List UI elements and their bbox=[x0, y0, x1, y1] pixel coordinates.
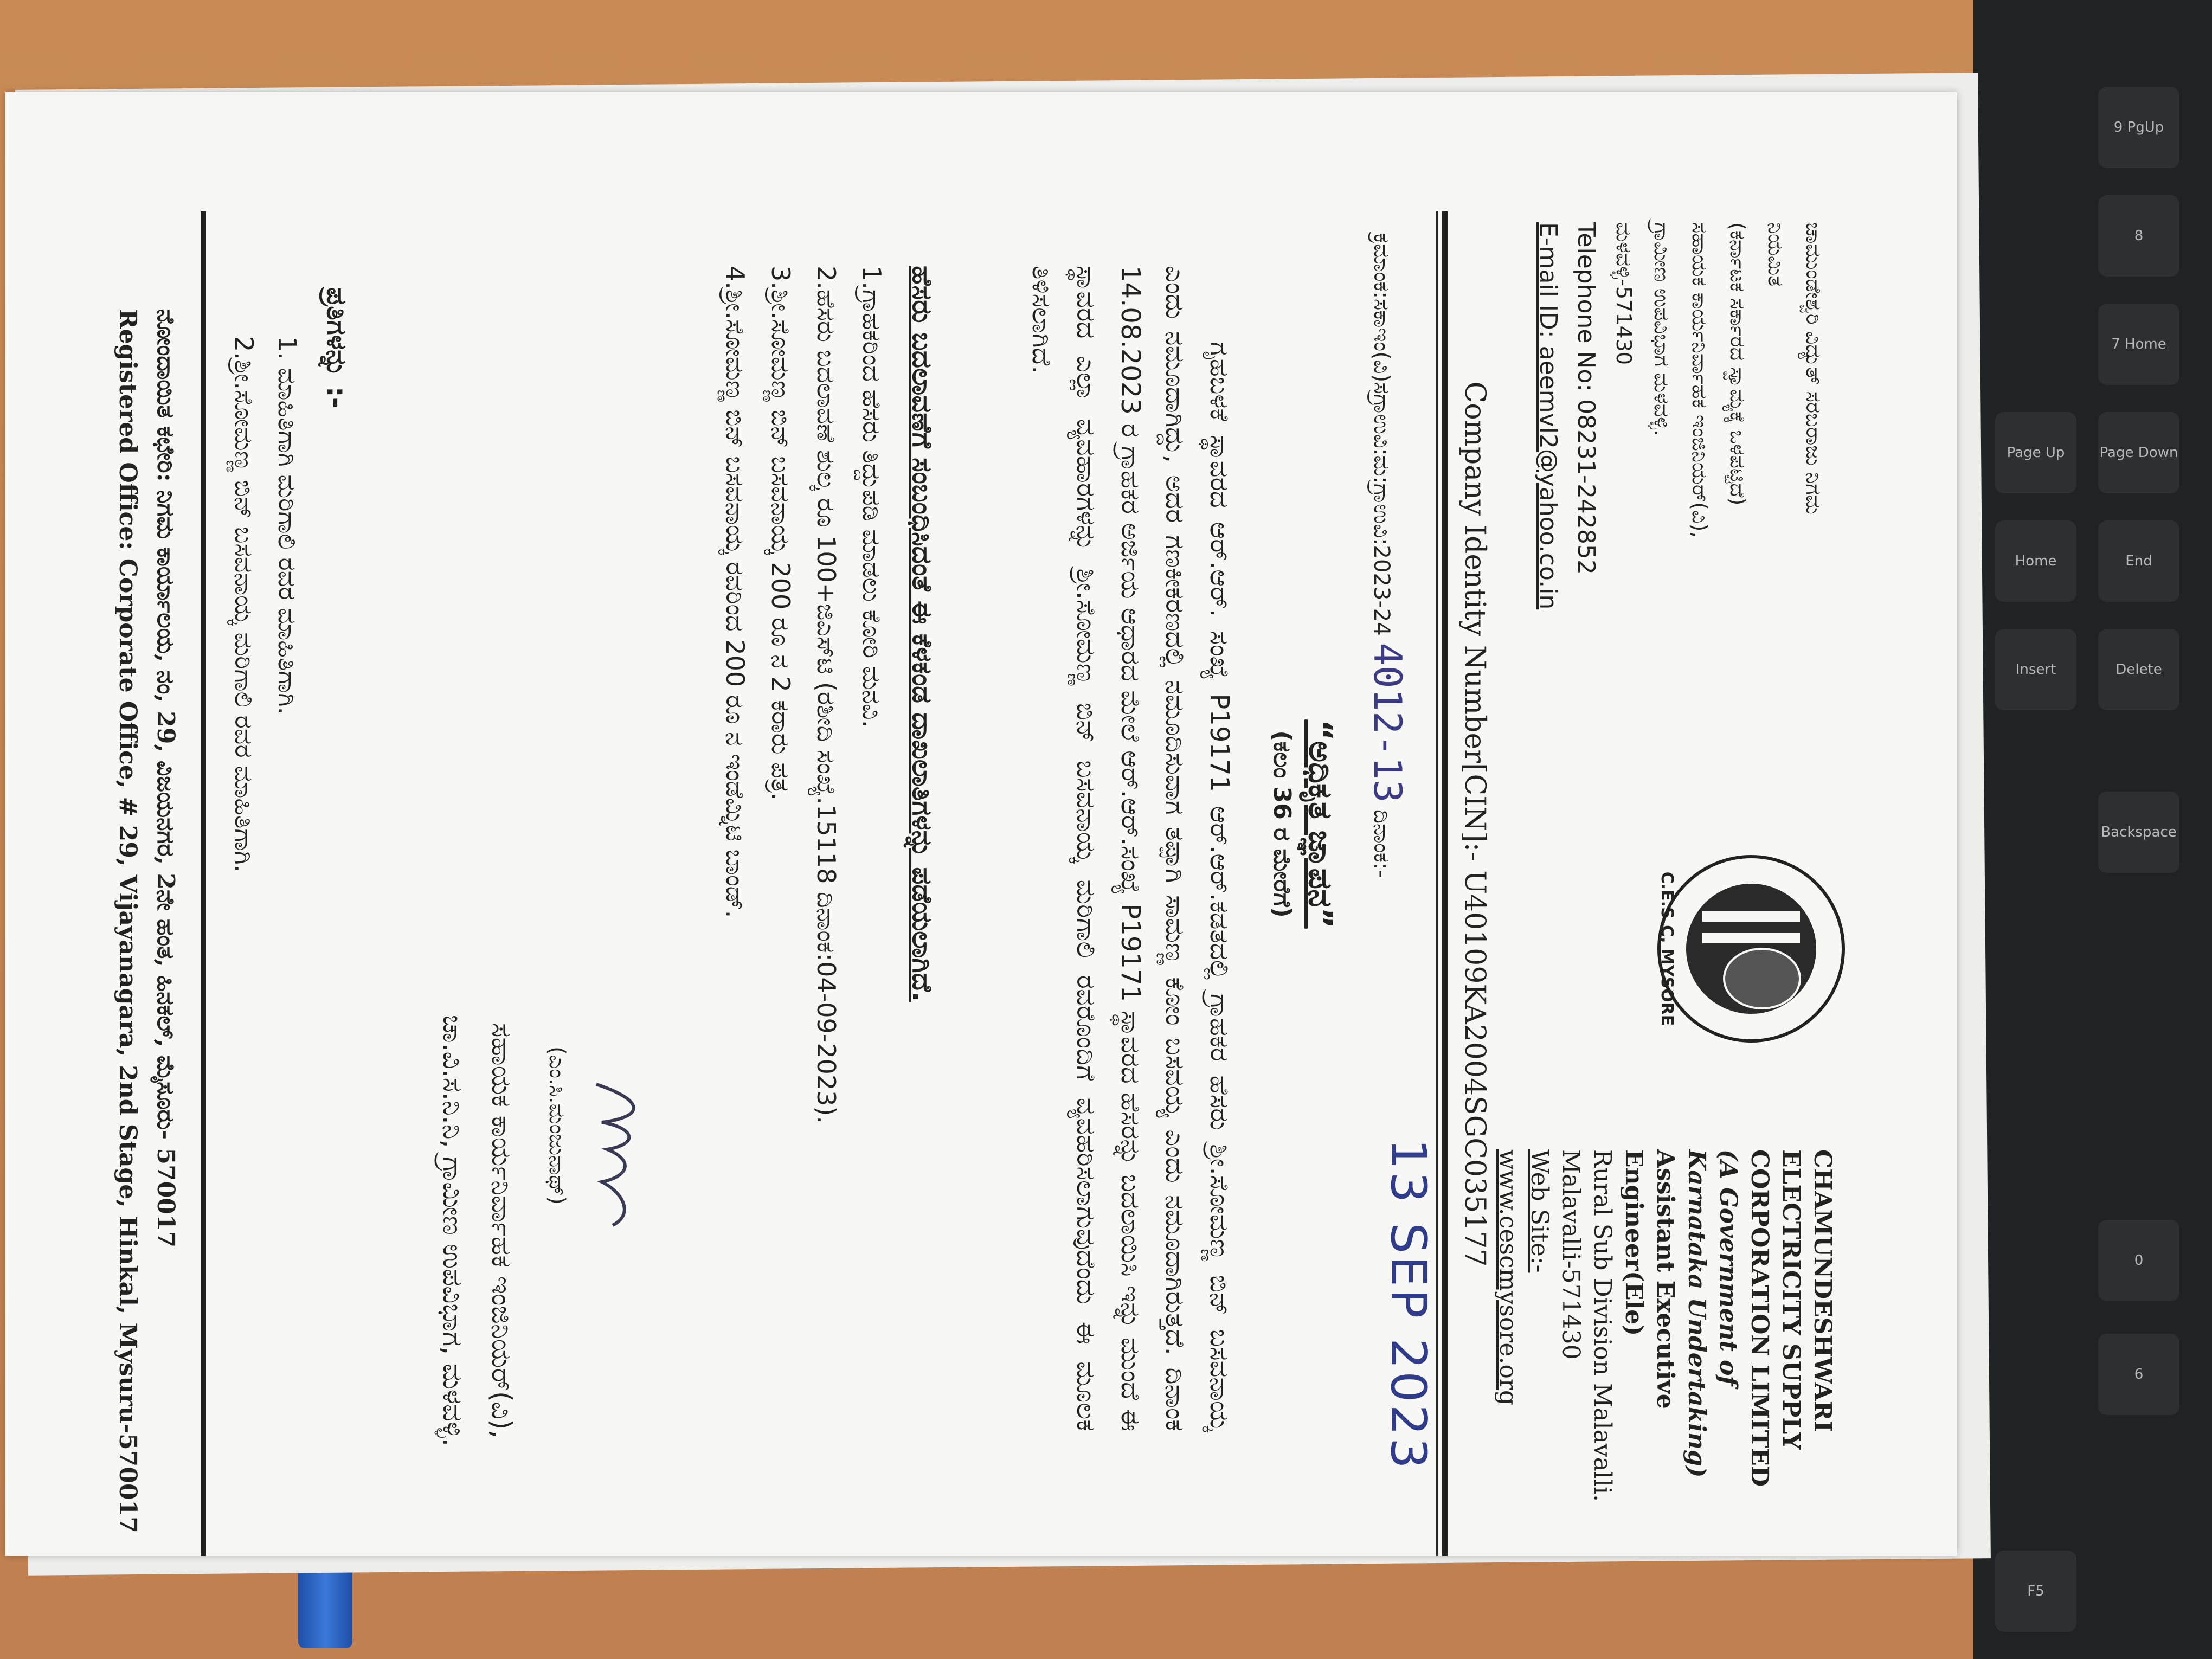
list-item: 1.ಗ್ರಾಹಕರಿಂದ ಹೆಸರು ತಿದ್ದುಪಡಿ ಮಾಡಲು ಕೋರಿ ಮನವಿ. bbox=[857, 266, 886, 728]
header-line: Malavalli-571430 bbox=[1557, 1149, 1585, 1360]
header-line: Rural Sub Division Malavalli. bbox=[1589, 1149, 1616, 1502]
body-paragraph: ಗೃಹಬಳಕೆ ಸ್ಥಾವರದ ಆರ್.ಆರ್. ಸಂಖ್ಯೆ P19171 ಆರ್.ಆರ್.ಕಡತದಲ್ಲಿ ಗ್ರಾಹಕರ ಹೆಸರು ಶ್ರೀ.ಸೋಮಣ್ಣ ಬಿನ್ ಬಸವನಾಯ್ಕ ಎಂದು ನಮೂದಾಗಿದ್ದು, ಅದರ ಗಣಕೀಕರಣದಲ್ಲಿ ನಮೂದಿಸುವಾಗ ತಪ್ಪಾಗಿ ಸಾಮಣ್ಣ ಕೋಂ ಬಸವಯ್ಯ ಎಂದು ನಮೂದಾಗಿರುತ್ತದೆ. ದಿನಾಂಕ 14.08.2023 ರ ಗ್ರಾಹಕರ ಅರ್ಜಿಯ ಆಧಾರದ ಮೇಲೆ ಆರ್.ಆರ್.ಸಂಖ್ಯೆ P19171 ಸ್ಥಾವರದ ಹೆಸರನ್ನು ಬದಲಾಯಿಸಿ ಇನ್ನು ಮುಂದೆ ಈ ಸ್ಥಾವರದ ಎಲ್ಲಾ ವ್ಯವಹಾರಗಳನ್ನು ಶ್ರೀ.ಸೋಮಣ್ಣ ಬಿನ್ ಬಸವನಾಯ್ಕ ಮರಿಗಾಲಿ ರವರೊಂದಿಗೆ ವ್ಯವಹರಿಸಲಾಗುವುದೆಂದು ಈ ಮೂಲಕ ತಿಳಿಸಲಾಗಿದೆ. bbox=[1026, 266, 1234, 1431]
list-item: 2.ಶ್ರೀ.ಸೋಮಣ್ಣ ಬಿನ್ ಬಸವನಾಯ್ಕ ಮರಿಗಾಲಿ ರವರ ಮಾಹಿತಿಗಾಗಿ. bbox=[229, 336, 259, 873]
website-link[interactable]: Web Site:- www.cescmysore.org bbox=[1494, 1149, 1553, 1406]
letter-page bbox=[5, 92, 1957, 1556]
reference-line bbox=[1365, 233, 1410, 878]
header-line: Assistant Executive Engineer(Ele) bbox=[1620, 1149, 1679, 1409]
keyboard-key: Backspace bbox=[2098, 792, 2179, 873]
signatory-title bbox=[428, 960, 526, 1502]
list-item: 4.ಶ್ರೀ.ಸೋಮಣ್ಣ ಬಿನ್ ಬಸವನಾಯ್ಕ ರವರಿಂದ 200 ರೂ ನ ಇಂಡೆಮ್ನಿಟಿ ಬಾಂಡ್. bbox=[721, 266, 750, 918]
signature-stroke bbox=[596, 1084, 634, 1225]
header-line: (ಕರ್ನಾಟಕ ಸರ್ಕಾರದ ಸ್ವಾಮ್ಯಕ್ಕೆ ಒಳಪಟ್ಟಿದೆ) bbox=[1726, 222, 1750, 506]
keyboard-key: 0 bbox=[2098, 1220, 2179, 1301]
keyboard-key: 7 Home bbox=[2098, 304, 2179, 385]
keyboard-key: Insert bbox=[1995, 629, 2076, 710]
header-line: ಸಹಾಯಕ ಕಾರ್ಯನಿರ್ವಾಹಕ ಇಂಜಿನಿಯರ್(ವಿ), bbox=[1688, 222, 1712, 538]
header-line: ಮಳವಳ್ಳಿ-571430 bbox=[1612, 222, 1636, 365]
reference-prefix: ಕ್ರಮಾಂಕ:ಸಕಾಇಂ(ವಿ)ಸಗ್ರಾಉವಿ:ಮ:ಗ್ರಾಉವಿ:2023-24 bbox=[1369, 233, 1394, 636]
logo-pylon bbox=[1702, 933, 1800, 943]
keyboard-key: 9 PgUp bbox=[2098, 87, 2179, 168]
footer-kannada: ನೋಂದಾಯಿತ ಕಛೇರಿ: ನಿಗಮ ಕಾರ್ಯಾಲಯ, ನಂ, 29, ವಿಜಯನಗರ, 2ನೇ ಹಂತ, ಹಿನಕಲ್, ಮೈಸೂರು- 570017 bbox=[152, 309, 179, 1248]
footer bbox=[108, 309, 184, 1556]
footer-divider bbox=[201, 211, 206, 1556]
footer-english: Registered Office: Corporate Office, # 29, Vijayanagara, 2nd Stage, Hinkal, Mysuru-570017 bbox=[114, 309, 142, 1533]
header-english bbox=[1492, 1149, 1838, 1529]
date-label: ದಿನಾಂಕ:- bbox=[1369, 809, 1394, 878]
telephone: Telephone No: 08231-242852 bbox=[1572, 222, 1600, 575]
copies-list bbox=[222, 336, 309, 872]
documents-heading: ಹೆಸರು ಬದಲಾವಣೆಗೆ ಸಂಬಂಧಿಸಿದಂತೆ ಈ ಕೆಳಕಂಡ ದಾಖಲಾತಿಗಳನ್ನು ಪಡೆಯಲಾಗಿದೆ. bbox=[906, 266, 938, 1002]
keyboard-key: Page Up bbox=[1995, 412, 2076, 493]
cesc-logo bbox=[1654, 851, 1849, 1046]
letter-sheet bbox=[5, 92, 1957, 1556]
list-item: 1. ಮಾಹಿತಿಗಾಗಿ ಮರಿಗಾಲಿ ರವರ ಮಾಹಿತಿಗಾಗಿ. bbox=[273, 336, 302, 715]
logo-emblem bbox=[1724, 949, 1800, 1008]
keyboard-key: F5 bbox=[1995, 1551, 2076, 1632]
document-subtitle: (ಕಲಂ 36 ರ ಮೇರೆಗೆ) bbox=[1268, 730, 1296, 918]
logo-text: C.E.S.C, MYSORE bbox=[1657, 871, 1676, 1026]
company-name: CHAMUNDESHWARI ELECTRICITY SUPPLY CORPORATION LIMITED bbox=[1746, 1149, 1836, 1487]
header-divider bbox=[1442, 211, 1448, 1556]
keyboard-key: 6 bbox=[2098, 1334, 2179, 1415]
government-undertaking: (A Government of Karnataka Undertaking) bbox=[1683, 1149, 1742, 1478]
keyboard-key: Page Down bbox=[2098, 412, 2179, 493]
date-stamp: 13 SEP 2023 bbox=[1380, 1139, 1437, 1471]
keyboard-key: Home bbox=[1995, 520, 2076, 602]
copies-heading: ಪ್ರತಿಗಳನ್ನು :- bbox=[321, 287, 352, 409]
signature bbox=[569, 1079, 667, 1231]
company-identity-number: Company Identity Number[CIN]:- U40109KA2004SGC035177 bbox=[1458, 381, 1491, 1267]
header-line: ಗ್ರಾಮೀಣ ಉಪವಿಭಾಗ ಮಳವಳ್ಳಿ. bbox=[1650, 222, 1674, 436]
keyboard-key: End bbox=[2098, 520, 2179, 602]
email-link[interactable]: E-mail ID: aeemvl2@yahoo.co.in bbox=[1534, 222, 1562, 610]
header-line: ನಿಯಮಿತ bbox=[1764, 222, 1787, 287]
signatory-name: (ಎಂ.ಸಿ.ಮಂಜುನಾಥ್) bbox=[544, 1046, 569, 1205]
signatory-title-line: ಸಹಾಯಕ ಕಾರ್ಯನಿರ್ವಾಹಕ ಇಂಜಿನಿಯರ್(ವಿ), bbox=[486, 1023, 517, 1439]
reference-number: 4012-13 bbox=[1365, 642, 1410, 803]
keyboard bbox=[1973, 0, 2212, 1659]
list-item: 2.ಹೆಸರು ಬದಲಾವಣೆ ಶುಲ್ಕ ರೂ 100+ಜಿಎಸ್‌ಟಿ (ರಶೀದಿ ಸಂಖ್ಯೆ.15118 ದಿನಾಂಕ:04-09-2023). bbox=[812, 266, 841, 1124]
signatory-title-line: ಚಾ.ವಿ.ಸ.ನಿ.ನಿ, ಗ್ರಾಮೀಣ ಉಪವಿಭಾಗ, ಮಳವಳ್ಳಿ. bbox=[437, 1014, 468, 1447]
list-item: 3.ಶ್ರೀ.ಸೋಮಣ್ಣ ಬಿನ್ ಬಸವನಾಯ್ಕ 200 ರೂ ನ 2 ಕರಾರು ಪತ್ರ. bbox=[766, 266, 795, 801]
logo-pylon bbox=[1702, 911, 1800, 922]
documents-list bbox=[712, 266, 895, 1124]
header-line: ಚಾಮುಂಡೇಶ್ವರಿ ವಿದ್ಯುತ್ ಸರಬರಾಜು ನಿಗಮ bbox=[1802, 222, 1825, 515]
document-title: “ಅಧಿಕೃತ ಜ್ಞಾಪನ” bbox=[1301, 719, 1339, 929]
keyboard-key: 8 bbox=[2098, 195, 2179, 276]
header-kannada bbox=[1529, 222, 1832, 846]
keyboard-key: Delete bbox=[2098, 629, 2179, 710]
